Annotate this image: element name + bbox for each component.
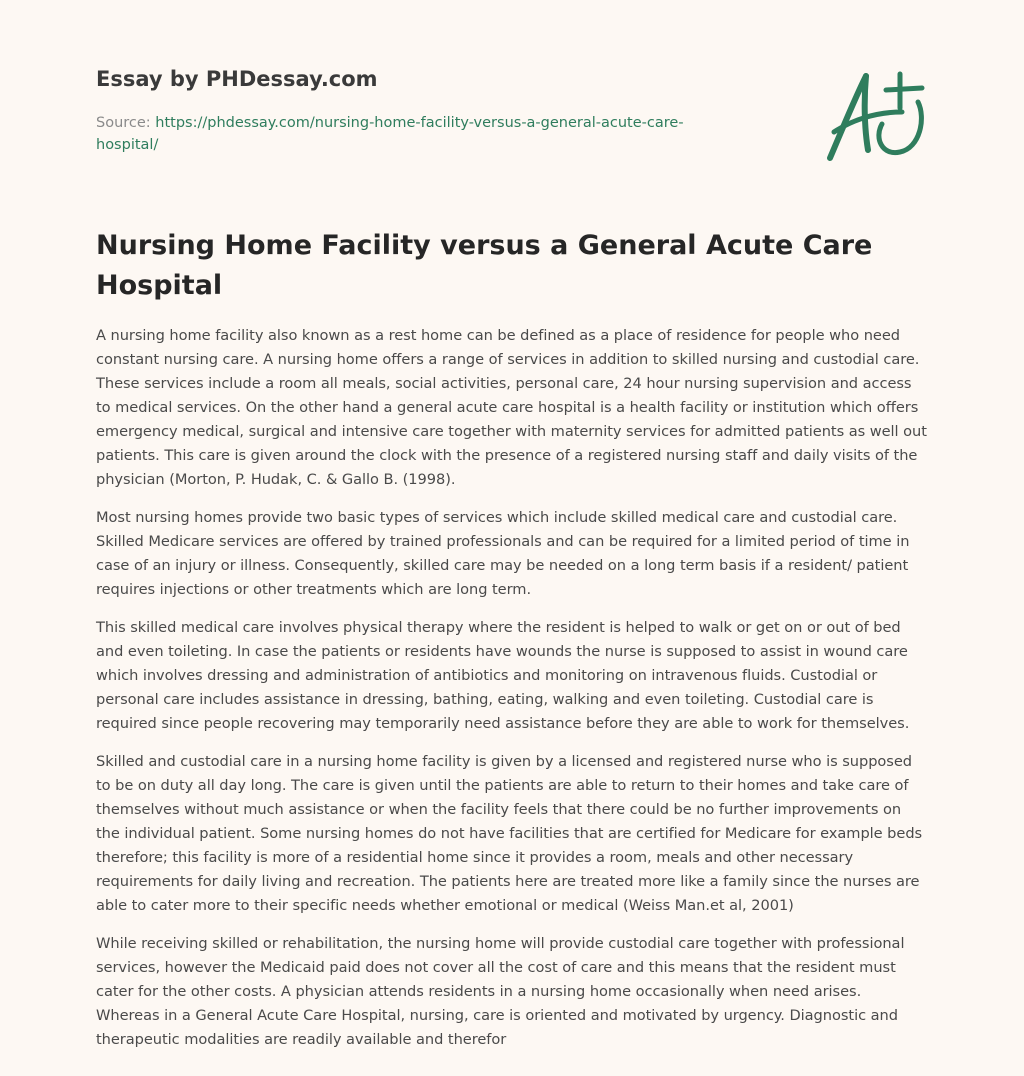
- source-label: Source:: [96, 115, 151, 131]
- essay-body: [96, 324, 928, 1066]
- essay-title: Nursing Home Facility versus a General Acute Care Hospital: [96, 230, 873, 301]
- site-brand: Essay by PHDessay.com: [96, 67, 378, 91]
- essay-paragraph: Most nursing homes provide two basic types of services which include skilled medical care and custodial care. Skilled Medicare services are offered by trained professionals and can be required for a limited period of time in case of an injury or illness. Consequently, skilled care may be needed on a long term basis if a resident/ patient requires injections or other treatments which are long term.: [96, 509, 910, 598]
- essay-paragraph: This skilled medical care involves physical therapy where the resident is helped to walk or get on or out of bed and even toileting. In case the patients or residents have wounds the nurse is supposed to assist in wound care which involves dressing and administration of antibiotics and monitoring on intravenous fluids. Custodial or personal care includes assistance in dressing, bathing, eating, walking and even toileting. Custodial care is required since people recovering may temporarily need assistance before they are able to work for themselves.: [96, 619, 910, 732]
- source-line: [96, 112, 736, 156]
- essay-paragraph: A nursing home facility also known as a rest home can be defined as a place of residence for people who need constant nursing care. A nursing home offers a range of services in addition to skilled nursing and custodial care. These services include a room all meals, social activities, personal care, 24 hour nursing supervision and access to medical services. On the other hand a general acute care hospital is a health facility or institution which offers emergency medical, surgical and intensive care together with maternity services for admitted patients as well out patients. This care is given around the clock with the presence of a registered nursing staff and daily visits of the physician (Morton, P. Hudak, C. & Gallo B. (1998).: [96, 327, 927, 488]
- a-plus-grade-icon: [824, 68, 928, 164]
- essay-paragraph: Skilled and custodial care in a nursing home facility is given by a licensed and registered nurse who is supposed to be on duty all day long. The care is given until the patients are able to return to their homes and take care of themselves without much assistance or when the facility feels that there could be no further improvements on the individual patient. Some nursing homes do not have facilities that are certified for Medicare for example beds therefore; this facility is more of a residential home since it provides a room, meals and other necessary requirements for daily living and recreation. The patients here are treated more like a family since the nurses are able to cater more to their specific needs whether emotional or medical (Weiss Man.et al, 2001): [96, 753, 923, 914]
- source-link[interactable]: https://phdessay.com/nursing-home-facility-versus-a-general-acute-care-hospital/: [96, 115, 684, 153]
- essay-paragraph: While receiving skilled or rehabilitation, the nursing home will provide custodial care together with professional services, however the Medicaid paid does not cover all the cost of care and this means that the resident must cater for the other costs. A physician attends residents in a nursing home occasionally when need arises. Whereas in a General Acute Care Hospital, nursing, care is oriented and motivated by urgency. Diagnostic and therapeutic modalities are readily available and therefor: [96, 935, 905, 1048]
